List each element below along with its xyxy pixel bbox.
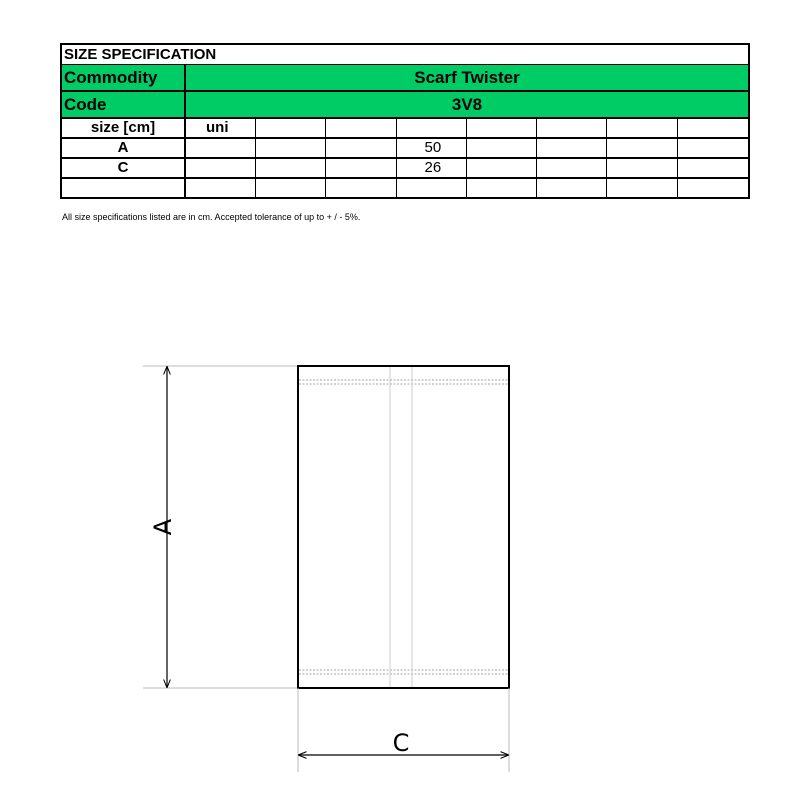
dimension-label-a: A xyxy=(149,518,177,536)
row-label-a: A xyxy=(61,138,185,158)
commodity-label: Commodity xyxy=(61,65,185,92)
commodity-value: Scarf Twister xyxy=(185,65,749,92)
table-cell-value: 50 xyxy=(396,138,466,158)
header-size-cm: size [cm] xyxy=(61,118,185,138)
code-label: Code xyxy=(61,91,185,118)
header-size-uni: uni xyxy=(185,118,255,138)
scarf-outline xyxy=(298,366,509,688)
row-label-c: C xyxy=(61,158,185,178)
code-value: 3V8 xyxy=(185,91,749,118)
dimension-label-c: C xyxy=(392,729,410,757)
table-title: SIZE SPECIFICATION xyxy=(61,44,749,65)
tolerance-note: All size specifications listed are in cm. Accepted tolerance of up to + / - 5%. xyxy=(62,212,361,222)
table-cell-value: 26 xyxy=(396,158,466,178)
